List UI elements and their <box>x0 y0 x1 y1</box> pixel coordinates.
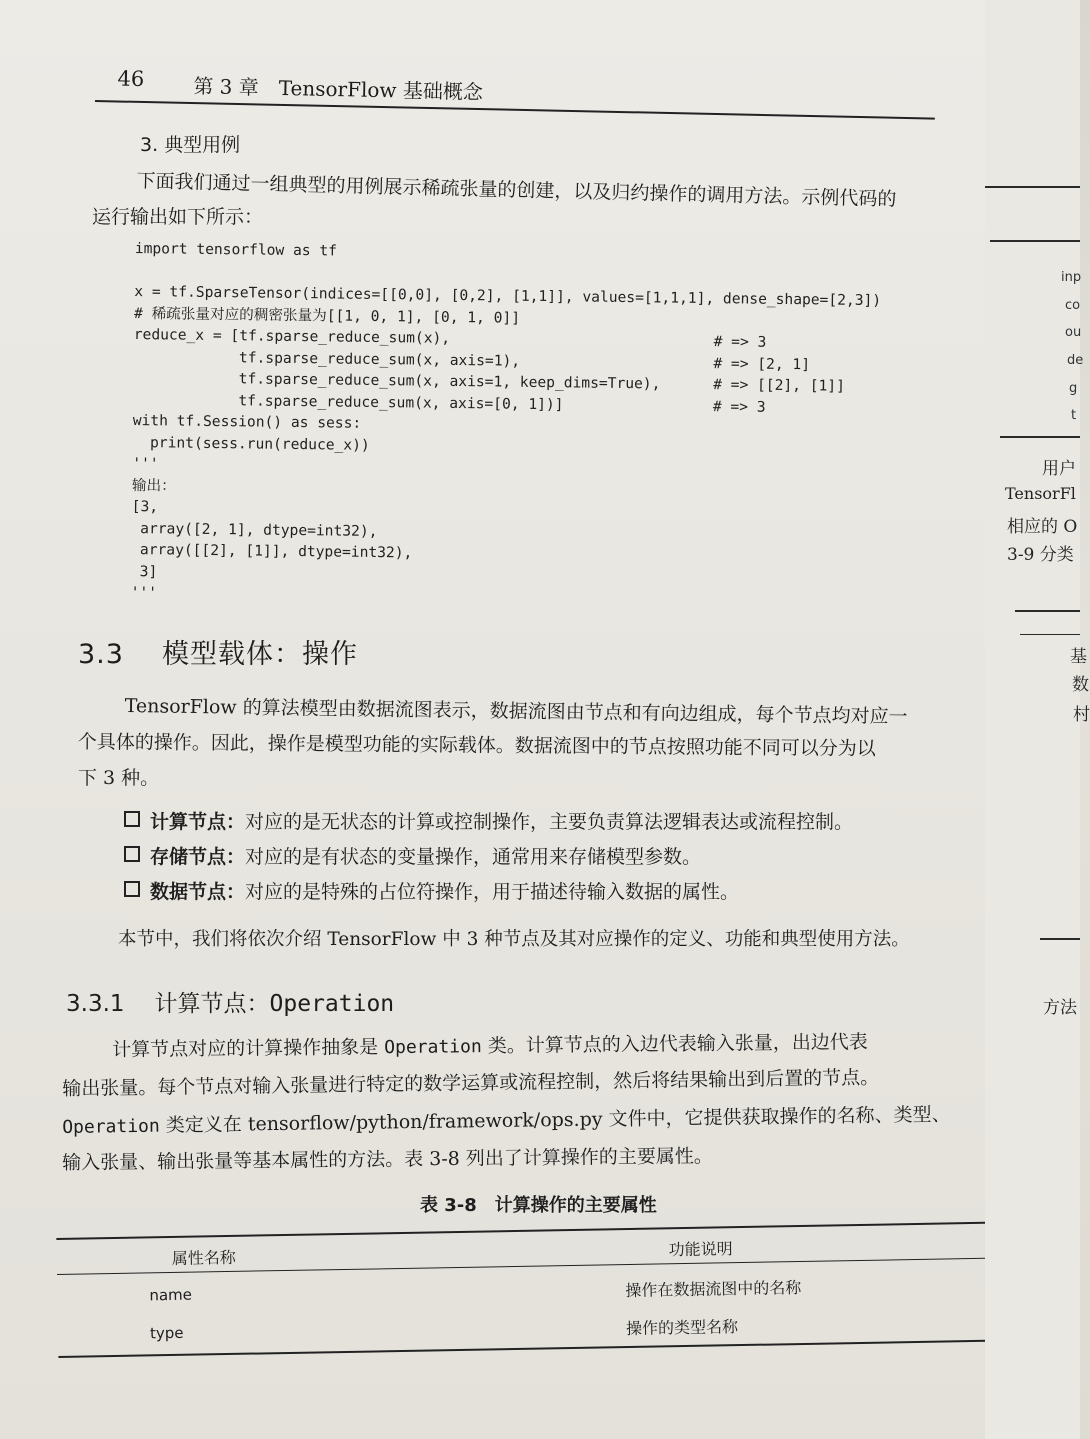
intro-line-1: 下面我们通过一组典型的用例展示稀疏张量的创建，以及归约操作的调用方法。示例代码的 <box>136 169 897 211</box>
side-line: 用户 <box>1042 459 1076 479</box>
side-fragment: t <box>1071 408 1077 423</box>
intro-line-2: 运行输出如下所示： <box>92 206 264 228</box>
divider <box>990 240 1080 242</box>
subsection-title-en: Operation <box>269 991 395 1017</box>
side-fragment: de <box>1067 353 1084 368</box>
divider <box>985 186 1080 188</box>
table-caption: 表 3-8 计算操作的主要属性 <box>420 1195 657 1216</box>
sub-para-line-2: 输出张量。每个节点对输入张量进行特定的数学运算或流程控制，然后将结果输出到后置的节点。 <box>62 1066 880 1100</box>
section-para-line-2: 个具体的操作。因此，操作是模型功能的实际载体。数据流图中的节点按照功能不同可以分为以 <box>77 730 876 760</box>
adjacent-page-edge <box>985 0 1090 1439</box>
sub-para-text: 类定义在 tensorflow/python/framework/ops.py 文件中，它提供获取操作的名称、类型、 <box>159 1103 951 1137</box>
table-cell: 操作在数据流图中的名称 <box>625 1278 802 1301</box>
checkbox-square-icon <box>124 811 140 827</box>
side-char: 村 <box>1073 705 1090 725</box>
divider <box>1000 436 1080 438</box>
table-top-rule <box>56 1222 998 1240</box>
divider <box>1015 610 1080 612</box>
list-item-term: 数据节点： <box>150 881 246 903</box>
checkbox-square-icon <box>124 846 140 862</box>
side-line: 方法 <box>1043 998 1077 1018</box>
side-line: 相应的 O <box>1007 517 1078 537</box>
inline-code: Operation <box>62 1115 160 1138</box>
side-fragment: inp <box>1061 270 1082 285</box>
inline-code: Operation <box>384 1036 482 1059</box>
side-char: 数 <box>1072 675 1089 695</box>
subsection-title-cn: 计算节点： <box>154 991 270 1017</box>
node-type-list <box>124 805 853 910</box>
list-item-desc: 对应的是特殊的占位符操作，用于描述待输入数据的属性。 <box>245 881 740 903</box>
table-header-cell: 功能说明 <box>668 1239 733 1260</box>
table-header-cell: 属性名称 <box>171 1247 236 1268</box>
side-line: TensorFl <box>1005 484 1076 503</box>
sub-para-text: 计算节点对应的计算操作抽象是 <box>112 1036 385 1061</box>
page-number: 46 <box>117 66 145 92</box>
section-number: 3.3 <box>78 639 124 670</box>
table-cell: type <box>149 1323 184 1343</box>
sub-para-text: 类。计算节点的入边代表输入张量，出边代表 <box>481 1031 868 1058</box>
divider <box>1020 634 1080 635</box>
section-para-line-1: TensorFlow 的算法模型由数据流图表示，数据流图由节点和有向边组成，每个节点均对应一 <box>124 694 908 728</box>
chapter-title: 第 3 章 TensorFlow 基础概念 <box>193 74 484 105</box>
list-item-term: 计算节点： <box>150 811 246 833</box>
checkbox-square-icon <box>124 881 140 897</box>
table-bottom-rule <box>58 1340 1000 1358</box>
side-fragment: g <box>1069 381 1078 396</box>
subsection-heading <box>66 985 394 1018</box>
list-item-term: 存储节点： <box>150 846 246 868</box>
side-char: 基 <box>1070 647 1087 667</box>
side-fragment: ou <box>1065 325 1082 340</box>
table-cell: 操作的类型名称 <box>625 1317 739 1339</box>
sub-heading: 3. 典型用例 <box>140 134 241 156</box>
section-heading <box>78 632 396 671</box>
side-fragment: co <box>1065 298 1081 313</box>
page-header <box>95 64 936 120</box>
divider <box>1040 938 1080 940</box>
table-cell: name <box>149 1285 193 1305</box>
list-item <box>124 805 853 840</box>
list-item <box>124 875 853 910</box>
subsection-number: 3.3.1 <box>66 991 125 1017</box>
list-item-desc: 对应的是无状态的计算或控制操作，主要负责算法逻辑表达或流程控制。 <box>245 811 854 833</box>
list-item-desc: 对应的是有状态的变量操作，通常用来存储模型参数。 <box>245 846 702 868</box>
side-line: 3-9 分类 <box>1007 545 1074 565</box>
section-para-line-3: 下 3 种。 <box>78 767 160 789</box>
code-block: import tensorflow as tf x = tf.SparseTensor(indices=[[0,0], [0,2], [1,1]], values=[1,1,1], dense_shape=[2,3]) # 稀疏张量对应的稠密张量为[[1, 0, 1], [0, 1, 0]] reduce_x = [tf.sparse_reduce_sum(x), # => 3 tf.sparse_reduce_sum(x, axis=1), # => [2, 1] tf.sparse_reduce_sum(x, axis=1, keep_dims=True), # => [[2], [1]] tf.sparse_reduce_sum(x, axis=[0, 1])] # => 3 with tf.Session() as sess: print(sess.run(reduce_x)) ''' 输出： [3, array([2, 1], dtype=int32), array([[2], [1]], dtype=int32), 3] ''' <box>130 239 882 602</box>
summary-text: 本节中，我们将依次介绍 TensorFlow 中 3 种节点及其对应操作的定义、功能和典型使用方法。 <box>118 929 910 950</box>
list-item <box>124 840 853 875</box>
sub-para-line-4: 输入张量、输出张量等基本属性的方法。表 3-8 列出了计算操作的主要属性。 <box>62 1145 713 1174</box>
section-title: 模型载体：操作 <box>161 639 358 670</box>
